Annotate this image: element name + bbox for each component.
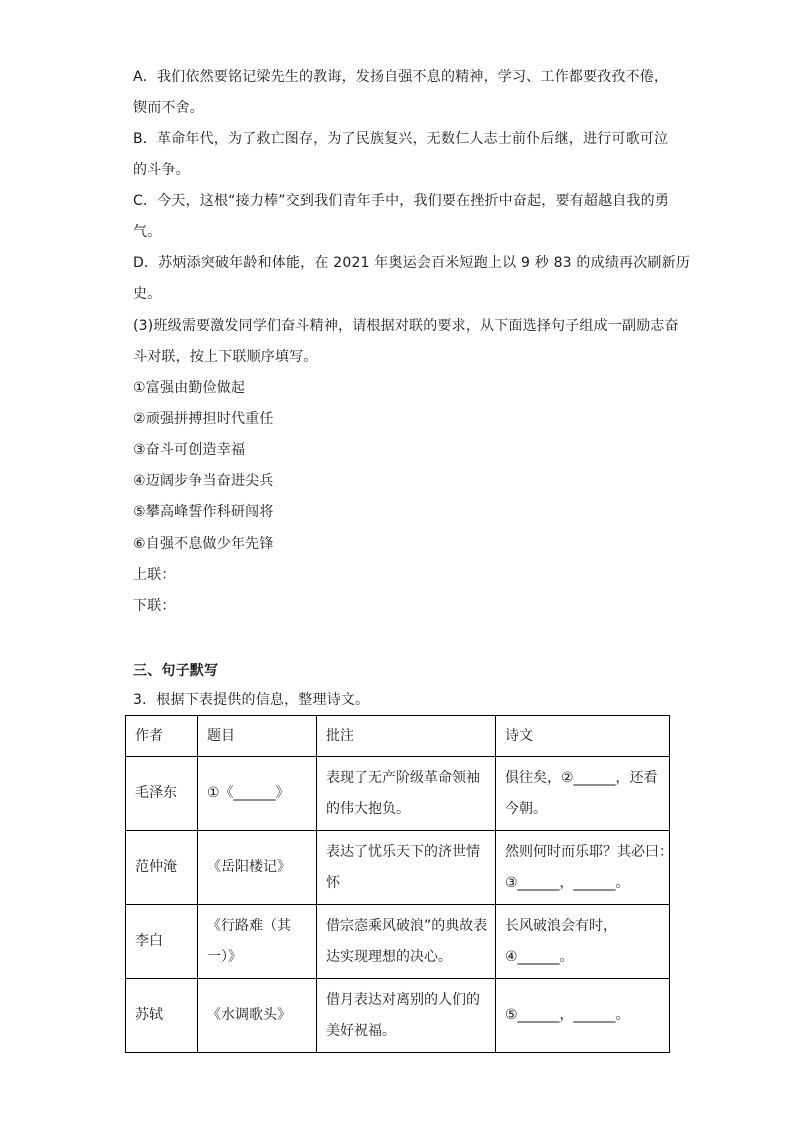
table-row [126, 979, 670, 1053]
author-cell: 范仲淹 [126, 831, 198, 905]
note-text: 的伟大抱负。 [326, 800, 410, 817]
author-cell: 毛泽东 [126, 757, 198, 831]
author-cell: 苏轼 [126, 979, 198, 1053]
header-title: 题目 [198, 716, 317, 757]
poem-text: 长风破浪会有时， [505, 917, 617, 934]
poem-text: ⑤______，______。 [505, 1007, 630, 1023]
poem-table [125, 715, 673, 1053]
title-text: 《岳阳楼记》 [207, 859, 291, 875]
note-text: 借宗悫乘风破浪”的典故表 [326, 917, 488, 934]
table-row [126, 905, 670, 979]
header-author: 作者 [126, 716, 198, 757]
header-note: 批注 [317, 716, 496, 757]
poem-text: 俱往矣，②______，还看 [505, 769, 658, 786]
title-cell [198, 757, 317, 831]
option-b-line2: 的斗争。 [133, 162, 190, 178]
poem-cell [496, 757, 670, 831]
table-header-row [126, 716, 670, 757]
note-cell [317, 831, 496, 905]
option-b-line1: B．革命年代，为了救亡图存，为了民族复兴，无数仁人志士前仆后继，进行可歌可泣 [133, 131, 669, 147]
question3-line1: (3)班级需要激发同学们奋斗精神，请根据对联的要求，从下面选择句子组成一副励志奋 [133, 318, 679, 334]
poem-cell [496, 831, 673, 905]
couplet-choice: ①富强由勤俭做起 [133, 380, 246, 396]
note-text: 美好祝福。 [326, 1022, 396, 1039]
table-row [126, 757, 670, 831]
title-text: ①《______》 [207, 785, 290, 801]
option-c-line1: C．今天，这根“接力棒”交到我们青年手中，我们要在挫折中奋起，要有超越自我的勇 [133, 193, 670, 209]
poem-cell [496, 979, 670, 1053]
couplet-choice: ③奋斗可创造幸福 [133, 442, 246, 458]
poem-text: ③______，______。 [505, 874, 630, 891]
poem-text: ④______。 [505, 948, 574, 965]
poem-text: 今朝。 [505, 800, 547, 817]
option-d-line2: 史。 [133, 286, 162, 302]
upper-couplet-label: 上联： [133, 567, 176, 583]
option-d-line1: D．苏炳添突破年龄和体能，在 2021 年奥运会百米短跑上以 9 秒 83 的成绩再次刷新历 [133, 255, 691, 271]
option-a-line2: 锲而不舍。 [133, 100, 204, 116]
couplet-choice: ⑥自强不息做少年先锋 [133, 536, 274, 552]
question3-line2: 斗对联，按上下联顺序填写。 [133, 349, 318, 365]
couplet-choice: ⑤攀高峰誓作科研闯将 [133, 504, 274, 520]
note-cell [317, 979, 496, 1053]
lower-couplet-label: 下联： [133, 598, 176, 614]
title-text: 一）》 [207, 948, 242, 965]
poem-text: 然则何时而乐耶？其必曰： [505, 843, 673, 860]
note-cell [317, 757, 496, 831]
note-text: 达实现理想的决心。 [326, 948, 452, 965]
note-text: 表达了忧乐天下的济世情 [326, 843, 480, 860]
couplet-choice: ④迈阔步争当奋进尖兵 [133, 473, 274, 489]
note-text: 表现了无产阶级革命领袖 [326, 769, 480, 786]
couplet-choice: ②顽强拼搏担时代重任 [133, 411, 274, 427]
section-title: 三、句子默写 [133, 663, 219, 679]
author-cell: 李白 [126, 905, 198, 979]
note-text: 怀 [326, 874, 340, 891]
title-text: 《水调歌头》 [207, 1007, 291, 1023]
section-question: 3．根据下表提供的信息，整理诗文。 [133, 692, 370, 708]
header-poem: 诗文 [496, 716, 670, 757]
option-a-line1: A．我们依然要铭记梁先生的教诲，发扬自强不息的精神，学习、工作都要孜孜不倦， [133, 69, 669, 85]
note-cell [317, 905, 496, 979]
note-text: 借月表达对离别的人们的 [326, 991, 480, 1008]
title-cell [198, 905, 317, 979]
title-text: 《行路难（其 [207, 917, 291, 934]
title-cell [198, 979, 317, 1053]
table-row [126, 831, 670, 905]
poem-cell [496, 905, 670, 979]
title-cell [198, 831, 317, 905]
option-c-line2: 气。 [133, 224, 162, 240]
